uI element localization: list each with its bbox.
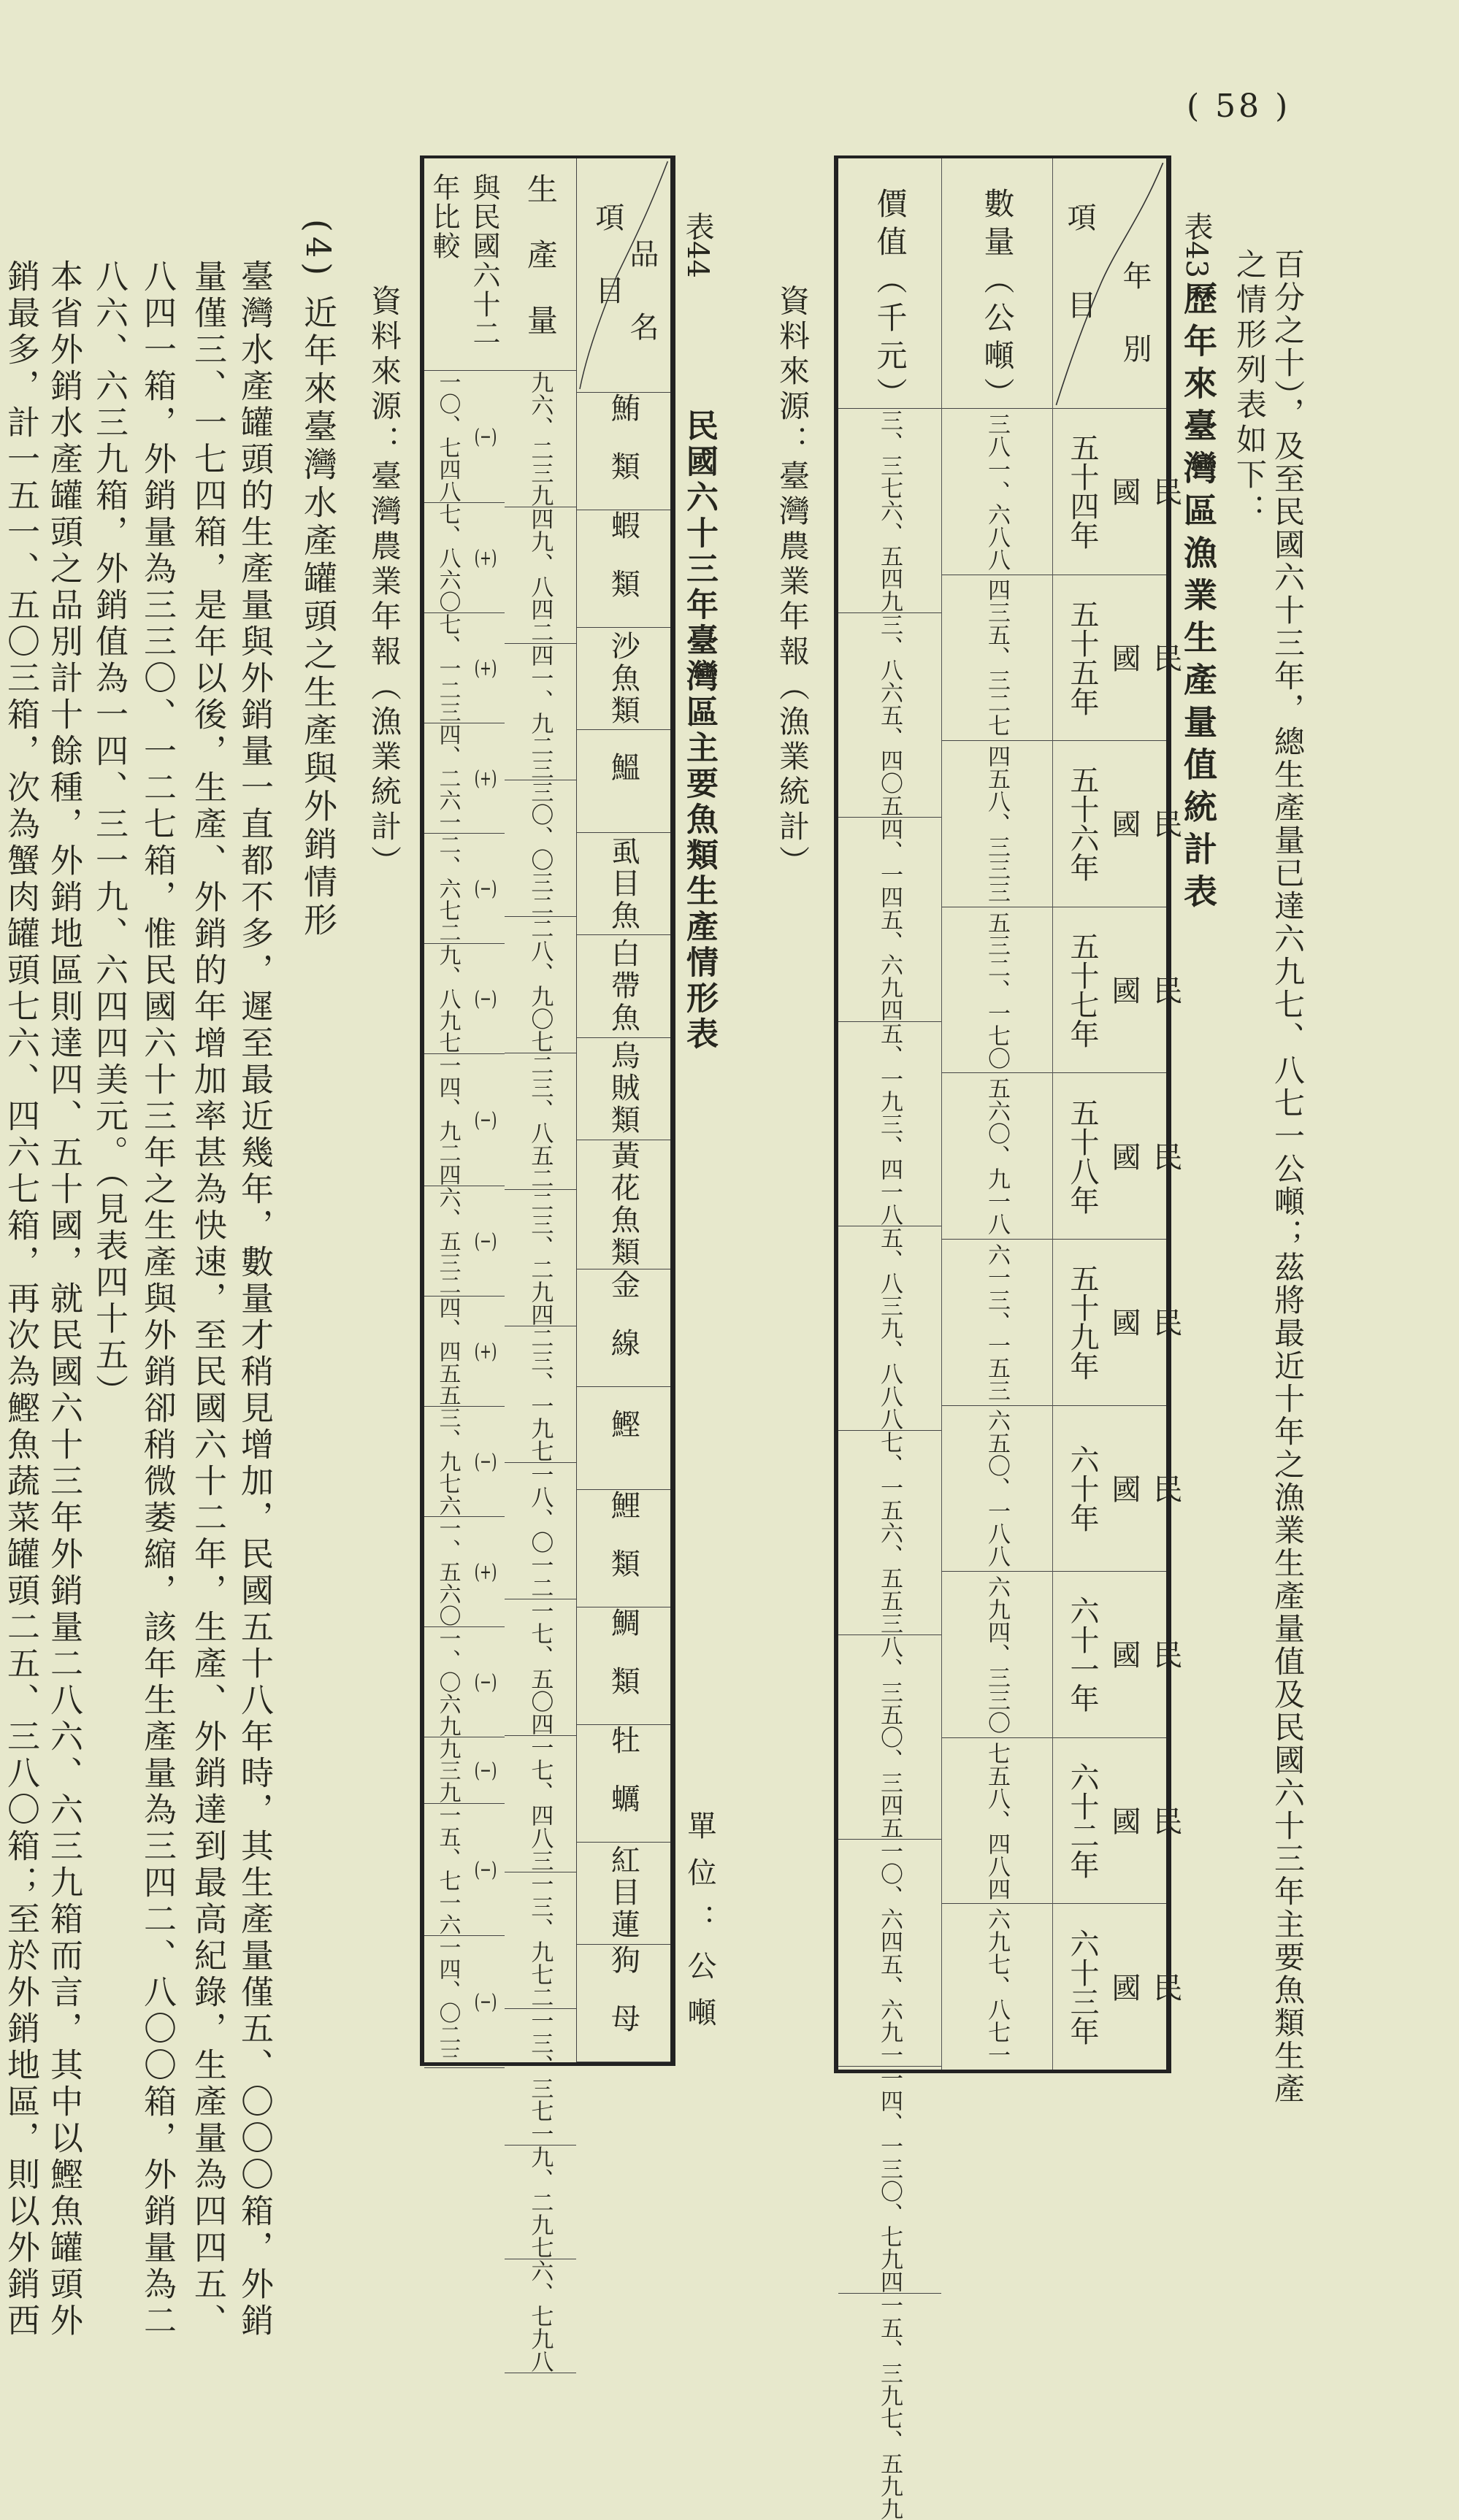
- compare-cell: [424, 613, 505, 723]
- value-amount: 四、一四五、六九四: [876, 818, 903, 1021]
- era-char: 民: [1149, 1806, 1182, 1836]
- value-column: [838, 158, 942, 2520]
- table43: [834, 155, 1182, 2520]
- fish-name-cell: [577, 1945, 670, 2062]
- production-value: 一三、三七一: [526, 2009, 554, 2145]
- change-sign: (+): [474, 768, 497, 788]
- quantity-value: 六五〇、一八八: [984, 1409, 1010, 1568]
- table44-title: 民國六十三年臺灣區主要魚類生產情形表: [681, 409, 718, 1053]
- era-label: [1103, 1426, 1187, 1551]
- value-amount: 七、一五六、五五三: [876, 1431, 903, 1634]
- year-cell: [1053, 741, 1182, 907]
- change-amount: 二、六七二: [434, 834, 461, 943]
- production-cell: [505, 1736, 576, 1872]
- production-column: [505, 158, 577, 2373]
- compare-value: [432, 944, 498, 1053]
- compare-value: [432, 1627, 498, 1737]
- compare-value: [432, 723, 498, 833]
- table43-label: 表43: [1179, 212, 1213, 278]
- fish-name: 沙魚類: [606, 630, 640, 727]
- compare-value: [432, 834, 498, 943]
- quantity-column: [942, 158, 1053, 2070]
- year-cell: [1053, 1572, 1182, 1738]
- production-cell: [505, 507, 576, 644]
- change-amount: 一四、九二四: [434, 1054, 461, 1186]
- compare-value: [432, 371, 498, 502]
- production-header: 生產量: [505, 158, 576, 371]
- era-char: 民: [1149, 809, 1182, 839]
- year-cell: [1053, 1240, 1182, 1406]
- era-label: [1103, 1592, 1187, 1716]
- era-char: 國: [1107, 1806, 1141, 1836]
- page-number: ( 58 ): [1187, 88, 1291, 125]
- era-char: 國: [1107, 1307, 1141, 1337]
- compare-value: [432, 1737, 498, 1803]
- fish-name: 烏賊類: [606, 1040, 640, 1137]
- production-value: 二八、九〇七: [526, 917, 554, 1053]
- compare-cell: [424, 1517, 505, 1627]
- era-char: 國: [1107, 1972, 1141, 2002]
- fish-name: 鰹: [606, 1408, 640, 1467]
- quantity-value: 五六〇、九一八: [984, 1077, 1010, 1236]
- production-cell: [505, 917, 576, 1053]
- compare-value: [432, 1407, 498, 1516]
- table44-header-cell: [577, 158, 670, 393]
- value-cell: [838, 818, 941, 1022]
- year-cell: [1053, 1073, 1182, 1240]
- year-name: 五十九年: [1065, 1264, 1099, 1381]
- fish-name-cell: [577, 1725, 670, 1843]
- fish-name-cell: [577, 935, 670, 1037]
- value-cell: [838, 2067, 941, 2294]
- compare-value: [432, 613, 498, 723]
- fish-name: 鯛類: [606, 1607, 640, 1724]
- fish-name: 狗母: [606, 1944, 640, 2062]
- change-sign: (−): [474, 1231, 497, 1251]
- table43-source: 資料來源：臺灣農業年報（漁業統計）: [775, 285, 811, 880]
- header-item-label: 項目: [1062, 202, 1096, 377]
- quantity-cell: [942, 1073, 1052, 1240]
- compare-cell: [424, 1936, 505, 2068]
- year-name: 六十一年: [1065, 1596, 1099, 1713]
- quantity-cell: [942, 1406, 1052, 1572]
- production-cell: [505, 780, 576, 917]
- era-char: 國: [1107, 1640, 1141, 1670]
- era-char: 國: [1107, 1473, 1141, 1503]
- fish-name-cell: [577, 510, 670, 628]
- compare-value: [432, 503, 498, 612]
- change-sign: (−): [474, 1760, 497, 1780]
- era-char: 民: [1149, 1141, 1182, 1171]
- era-label: [1103, 1094, 1187, 1218]
- paragraph-line: 八四一箱，外銷量為三三〇、一二七箱，惟民國六十三年之生產與外銷卻稍微萎縮，該年生產量為三四二、八〇〇箱，外銷量為二: [138, 259, 177, 2340]
- fish-name: 黃花魚類: [606, 1140, 640, 1269]
- fish-name: 白帶魚: [606, 937, 640, 1034]
- year-cell: [1053, 575, 1182, 742]
- change-sign: (−): [474, 1110, 497, 1130]
- change-sign: (−): [474, 426, 497, 447]
- fish-name: 牡蠣: [606, 1724, 640, 1842]
- compare-value: [432, 1297, 498, 1406]
- fish-name: 鯉類: [606, 1489, 640, 1607]
- quantity-cell: [942, 1904, 1052, 2070]
- year-name: 五十七年: [1065, 931, 1099, 1049]
- year-name: 五十四年: [1065, 433, 1099, 550]
- quantity-cell: [942, 1240, 1052, 1406]
- fish-name-cell: [577, 1490, 670, 1607]
- quantity-header: 數量（公噸）: [942, 158, 1052, 409]
- change-amount: 七、一二三: [434, 613, 461, 723]
- header-item-label: 項目: [590, 202, 624, 348]
- era-label: [1103, 1260, 1187, 1384]
- change-amount: 四、四五五: [434, 1297, 461, 1406]
- change-sign: (+): [474, 1341, 497, 1361]
- table44-unit: 單位：公噸: [683, 1810, 716, 2044]
- production-cell: [505, 1053, 576, 1190]
- paragraph-line: 本省外銷水產罐頭之品別計十餘種，外銷地區則達四、五十國，就民國六十三年外銷量二八六、六三九箱而言，其中以鰹魚罐頭外: [45, 259, 83, 2340]
- era-label: [1103, 928, 1187, 1052]
- change-sign: (−): [474, 878, 497, 899]
- production-value: 四一、九二三: [526, 644, 554, 780]
- value-cell: [838, 1635, 941, 1840]
- value-cell: [838, 1431, 941, 1635]
- era-char: 國: [1107, 809, 1141, 839]
- fish-name: 蝦類: [606, 510, 640, 627]
- era-label: [1103, 761, 1187, 886]
- value-header: 價值（千元）: [838, 158, 941, 409]
- header-name-label: 品名: [625, 239, 659, 385]
- compare-cell: [424, 503, 505, 613]
- value-amount: 五、八三九、八八八: [876, 1226, 903, 1430]
- fish-name-cell: [577, 833, 670, 935]
- compare-cell: [424, 1407, 505, 1517]
- paragraph-line: 量僅三、一七四箱，是年以後，生產、外銷的年增加率甚為快速，至民國六十二年，生產、外銷達到最高紀錄，生產量為四四五、: [188, 259, 227, 2340]
- production-value: 九六、二三九: [526, 371, 554, 507]
- value-cell: [838, 613, 941, 818]
- quantity-cell: [942, 1572, 1052, 1738]
- compare-value: [432, 1517, 498, 1626]
- change-amount: 一四、〇二三: [434, 1936, 461, 2067]
- year-cell: [1053, 907, 1182, 1074]
- production-cell: [505, 644, 576, 780]
- change-amount: 三、九七六: [434, 1407, 461, 1516]
- production-value: 二三、二九四: [526, 1190, 554, 1326]
- compare-cell: [424, 371, 505, 503]
- fish-name: 金線: [606, 1269, 640, 1387]
- value-amount: 三、八六五、四〇五: [876, 613, 903, 817]
- value-amount: 一五、三九七、五九九: [876, 2294, 903, 2520]
- quantity-value: 四三五、三二七: [984, 578, 1010, 737]
- production-cell: [505, 1463, 576, 1599]
- table43-title: 歷年來臺灣區漁業生產量值統計表: [1179, 281, 1218, 916]
- fish-name-cell: [577, 1269, 670, 1387]
- change-sign: (+): [474, 548, 497, 568]
- year-column: [1053, 158, 1182, 2070]
- value-amount: 五、一九三、四一八: [876, 1022, 903, 1226]
- year-name: 五十六年: [1065, 765, 1099, 883]
- production-cell: [505, 2146, 576, 2259]
- compare-value: [432, 1054, 498, 1186]
- change-sign: (+): [474, 1561, 497, 1582]
- production-value: 九、二九七: [526, 2146, 554, 2259]
- change-sign: (−): [474, 1991, 497, 2012]
- era-char: 民: [1149, 1640, 1182, 1670]
- change-amount: 九、八九七: [434, 944, 461, 1053]
- table43-header-cell: [1053, 158, 1166, 409]
- compare-column: [424, 158, 505, 2067]
- era-char: 國: [1107, 642, 1141, 672]
- compare-cell: [424, 1054, 505, 1186]
- fish-name-cell: [577, 1140, 670, 1269]
- change-sign: (−): [474, 1859, 497, 1880]
- quantity-value: 六九四、三三〇: [984, 1575, 1010, 1734]
- value-cell: [838, 1226, 941, 1431]
- table44-label: 表44: [681, 212, 714, 278]
- era-char: 民: [1149, 642, 1182, 672]
- compare-cell: [424, 723, 505, 834]
- production-value: 一七、四八三: [526, 1736, 554, 1872]
- fish-name: 鮪類: [606, 393, 640, 510]
- year-name: 六十年: [1065, 1444, 1099, 1532]
- year-cell: [1053, 1406, 1182, 1572]
- compare-value: [432, 1804, 498, 1935]
- compare-cell: [424, 1804, 505, 1936]
- intro-line: 之情形列表如下：: [1232, 248, 1268, 529]
- value-amount: 八、三五〇、三四五: [876, 1635, 903, 1839]
- table44: [420, 155, 675, 2373]
- change-amount: 六、五三二: [434, 1186, 461, 1296]
- era-char: 民: [1149, 477, 1182, 507]
- production-cell: [505, 1872, 576, 2009]
- value-amount: 一〇、六四五、六九一: [876, 1840, 903, 2066]
- change-amount: 一五、七一六: [434, 1804, 461, 1935]
- production-cell: [505, 371, 576, 507]
- year-name: 五十五年: [1065, 599, 1099, 716]
- value-cell: [838, 409, 941, 613]
- value-cell: [838, 2294, 941, 2520]
- fish-name-cell: [577, 393, 670, 510]
- production-cell: [505, 2009, 576, 2146]
- production-value: 三〇、〇三二: [526, 780, 554, 916]
- change-amount: 一、〇六九: [434, 1627, 461, 1737]
- fish-name: 鰮: [606, 752, 640, 811]
- production-value: 六、七九八: [526, 2259, 554, 2373]
- era-label: [1103, 1759, 1187, 1883]
- change-sign: (+): [474, 658, 497, 678]
- value-amount: 三、三七六、五四九: [876, 409, 903, 612]
- production-cell: [505, 2259, 576, 2373]
- era-char: 民: [1149, 1307, 1182, 1337]
- year-name: 六十三年: [1065, 1928, 1099, 2045]
- year-cell: [1053, 409, 1182, 575]
- change-sign: (−): [474, 988, 497, 1009]
- era-char: 國: [1107, 975, 1141, 1005]
- value-cell: [838, 1022, 941, 1226]
- name-column: [577, 158, 670, 2062]
- quantity-value: 五三二、一七〇: [984, 910, 1010, 1069]
- fish-name-cell: [577, 1607, 670, 1725]
- era-char: 民: [1149, 975, 1182, 1005]
- quantity-cell: [942, 409, 1052, 575]
- production-value: 一七、五〇四: [526, 1599, 554, 1735]
- table44-source: 資料來源：臺灣農業年報（漁業統計）: [367, 285, 402, 880]
- change-sign: (−): [474, 1672, 497, 1692]
- quantity-cell: [942, 741, 1052, 907]
- production-cell: [505, 1599, 576, 1736]
- compare-cell: [424, 1186, 505, 1297]
- fish-name-cell: [577, 730, 670, 832]
- change-amount: 一〇、七四八: [434, 371, 461, 502]
- intro-line: 百分之十），及至民國六十三年，總生產量已達六九七、八七一公噸；茲將最近十年之漁業生產量值及民國六十三年主要魚類生產: [1270, 248, 1306, 2105]
- fish-name: 紅目蓮: [606, 1845, 640, 1942]
- production-value: 二三、八五二: [526, 1053, 554, 1189]
- quantity-value: 六九七、八七一: [984, 1908, 1010, 2067]
- production-cell: [505, 1190, 576, 1326]
- era-char: 民: [1149, 1473, 1182, 1503]
- change-amount: 七、八六〇: [434, 503, 461, 612]
- compare-cell: [424, 1297, 505, 1407]
- fish-name-cell: [577, 1843, 670, 1945]
- era-label: [1103, 1925, 1187, 2049]
- era-char: 國: [1107, 1141, 1141, 1171]
- production-cell: [505, 1326, 576, 1463]
- fish-name: 虱目魚: [606, 835, 640, 932]
- header-year-label: 年別: [1118, 261, 1152, 407]
- era-label: [1103, 596, 1187, 720]
- era-char: 民: [1149, 1972, 1182, 2002]
- compare-value: [432, 1936, 498, 2067]
- production-value: 一三、九七二: [526, 1872, 554, 2008]
- section4-heading: (4) 近年來臺灣水產罐頭之生產與外銷情形: [299, 219, 338, 940]
- quantity-cell: [942, 907, 1052, 1074]
- era-char: 國: [1107, 477, 1141, 507]
- production-value: 二三、一九七: [526, 1326, 554, 1462]
- year-name: 五十八年: [1065, 1097, 1099, 1215]
- change-amount: 四、二六一: [434, 723, 461, 833]
- change-amount: 九三九: [434, 1737, 461, 1803]
- quantity-cell: [942, 1738, 1052, 1905]
- paragraph-line: 銷最多，計一五一、五〇三箱，次為蟹肉罐頭七六、四六七箱，再次為鰹魚蔬菜罐頭二五、三八〇箱；至於外銷地區，則以外銷西: [1, 259, 40, 2340]
- paragraph-line: 臺灣水產罐頭的生產量與外銷量一直都不多，遲至最近幾年，數量才稍見增加，民國五十八年時，其生產量僅五、〇〇〇箱，外銷: [235, 259, 274, 2340]
- quantity-value: 七五八、四八四: [984, 1741, 1010, 1900]
- production-value: 四九、八四二: [526, 507, 554, 643]
- compare-cell: [424, 834, 505, 944]
- compare-cell: [424, 944, 505, 1054]
- quantity-value: 四五八、三三三: [984, 744, 1010, 903]
- year-name: 六十二年: [1065, 1762, 1099, 1880]
- compare-cell: [424, 1627, 505, 1737]
- year-cell: [1053, 1904, 1182, 2070]
- fish-name-cell: [577, 1387, 670, 1489]
- production-value: 一八、〇一二: [526, 1463, 554, 1599]
- compare-header: 與民國六十二年比較: [424, 158, 505, 371]
- quantity-value: 六一三、一五三: [984, 1242, 1010, 1402]
- paragraph-line: 八六、六三九箱，外銷值為一四、三一九、六四四美元。（見表四十五）: [90, 259, 129, 1411]
- change-sign: (−): [474, 1451, 497, 1472]
- quantity-value: 三八一、六八八: [984, 412, 1010, 571]
- value-cell: [838, 1840, 941, 2067]
- compare-value: [432, 1186, 498, 1296]
- value-amount: 一四、一三〇、七九四: [876, 2067, 903, 2293]
- era-label: [1103, 429, 1187, 553]
- quantity-cell: [942, 575, 1052, 742]
- year-cell: [1053, 1738, 1182, 1905]
- compare-cell: [424, 1737, 505, 1804]
- change-amount: 一、五六〇: [434, 1517, 461, 1626]
- fish-name-cell: [577, 628, 670, 730]
- fish-name-cell: [577, 1038, 670, 1140]
